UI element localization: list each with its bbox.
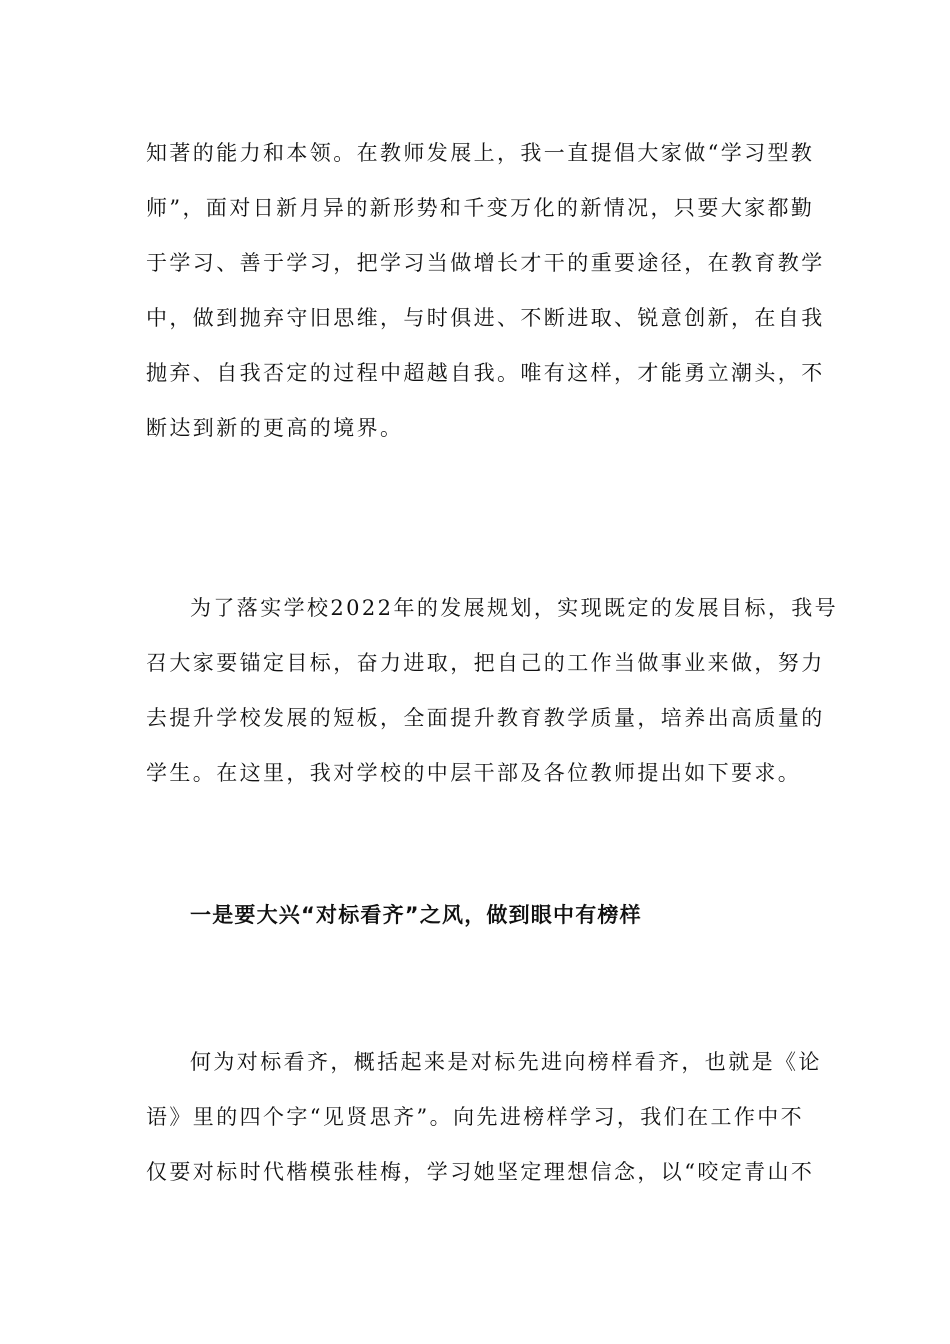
- paragraph-line: 为了落实学校2022年的发展规划，实现既定的发展目标，我号: [190, 596, 839, 620]
- paragraph-line: 抛弃、自我否定的过程中超越自我。唯有这样，才能勇立潮头，不: [146, 361, 825, 385]
- paragraph-line: 知著的能力和本领。在教师发展上，我一直提倡大家做“学习型教: [146, 141, 815, 165]
- paragraph-line: 中，做到抛弃守旧思维，与时俱进、不断进取、锐意创新，在自我: [146, 306, 825, 330]
- section-heading: 一是要大兴“对标看齐”之风，做到眼中有榜样: [190, 903, 642, 927]
- paragraph-line: 何为对标看齐，概括起来是对标先进向榜样看齐，也就是《论: [190, 1050, 822, 1074]
- paragraph-line: 师”，面对日新月异的新形势和千变万化的新情况，只要大家都勤: [146, 196, 815, 220]
- paragraph-line: 断达到新的更高的境界。: [146, 416, 404, 440]
- paragraph-line: 去提升学校发展的短板，全面提升教育教学质量，培养出高质量的: [146, 706, 825, 730]
- paragraph-line: 仅要对标时代楷模张桂梅，学习她坚定理想信念，以“咬定青山不: [146, 1160, 815, 1184]
- paragraph-line: 语》里的四个字“见贤思齐”。向先进榜样学习，我们在工作中不: [146, 1105, 805, 1129]
- paragraph-line: 召大家要锚定目标，奋力进取，把自己的工作当做事业来做，努力: [146, 651, 825, 675]
- paragraph-line: 学生。在这里，我对学校的中层干部及各位教师提出如下要求。: [146, 761, 802, 785]
- paragraph-line: 于学习、善于学习，把学习当做增长才干的重要途径，在教育教学: [146, 251, 825, 275]
